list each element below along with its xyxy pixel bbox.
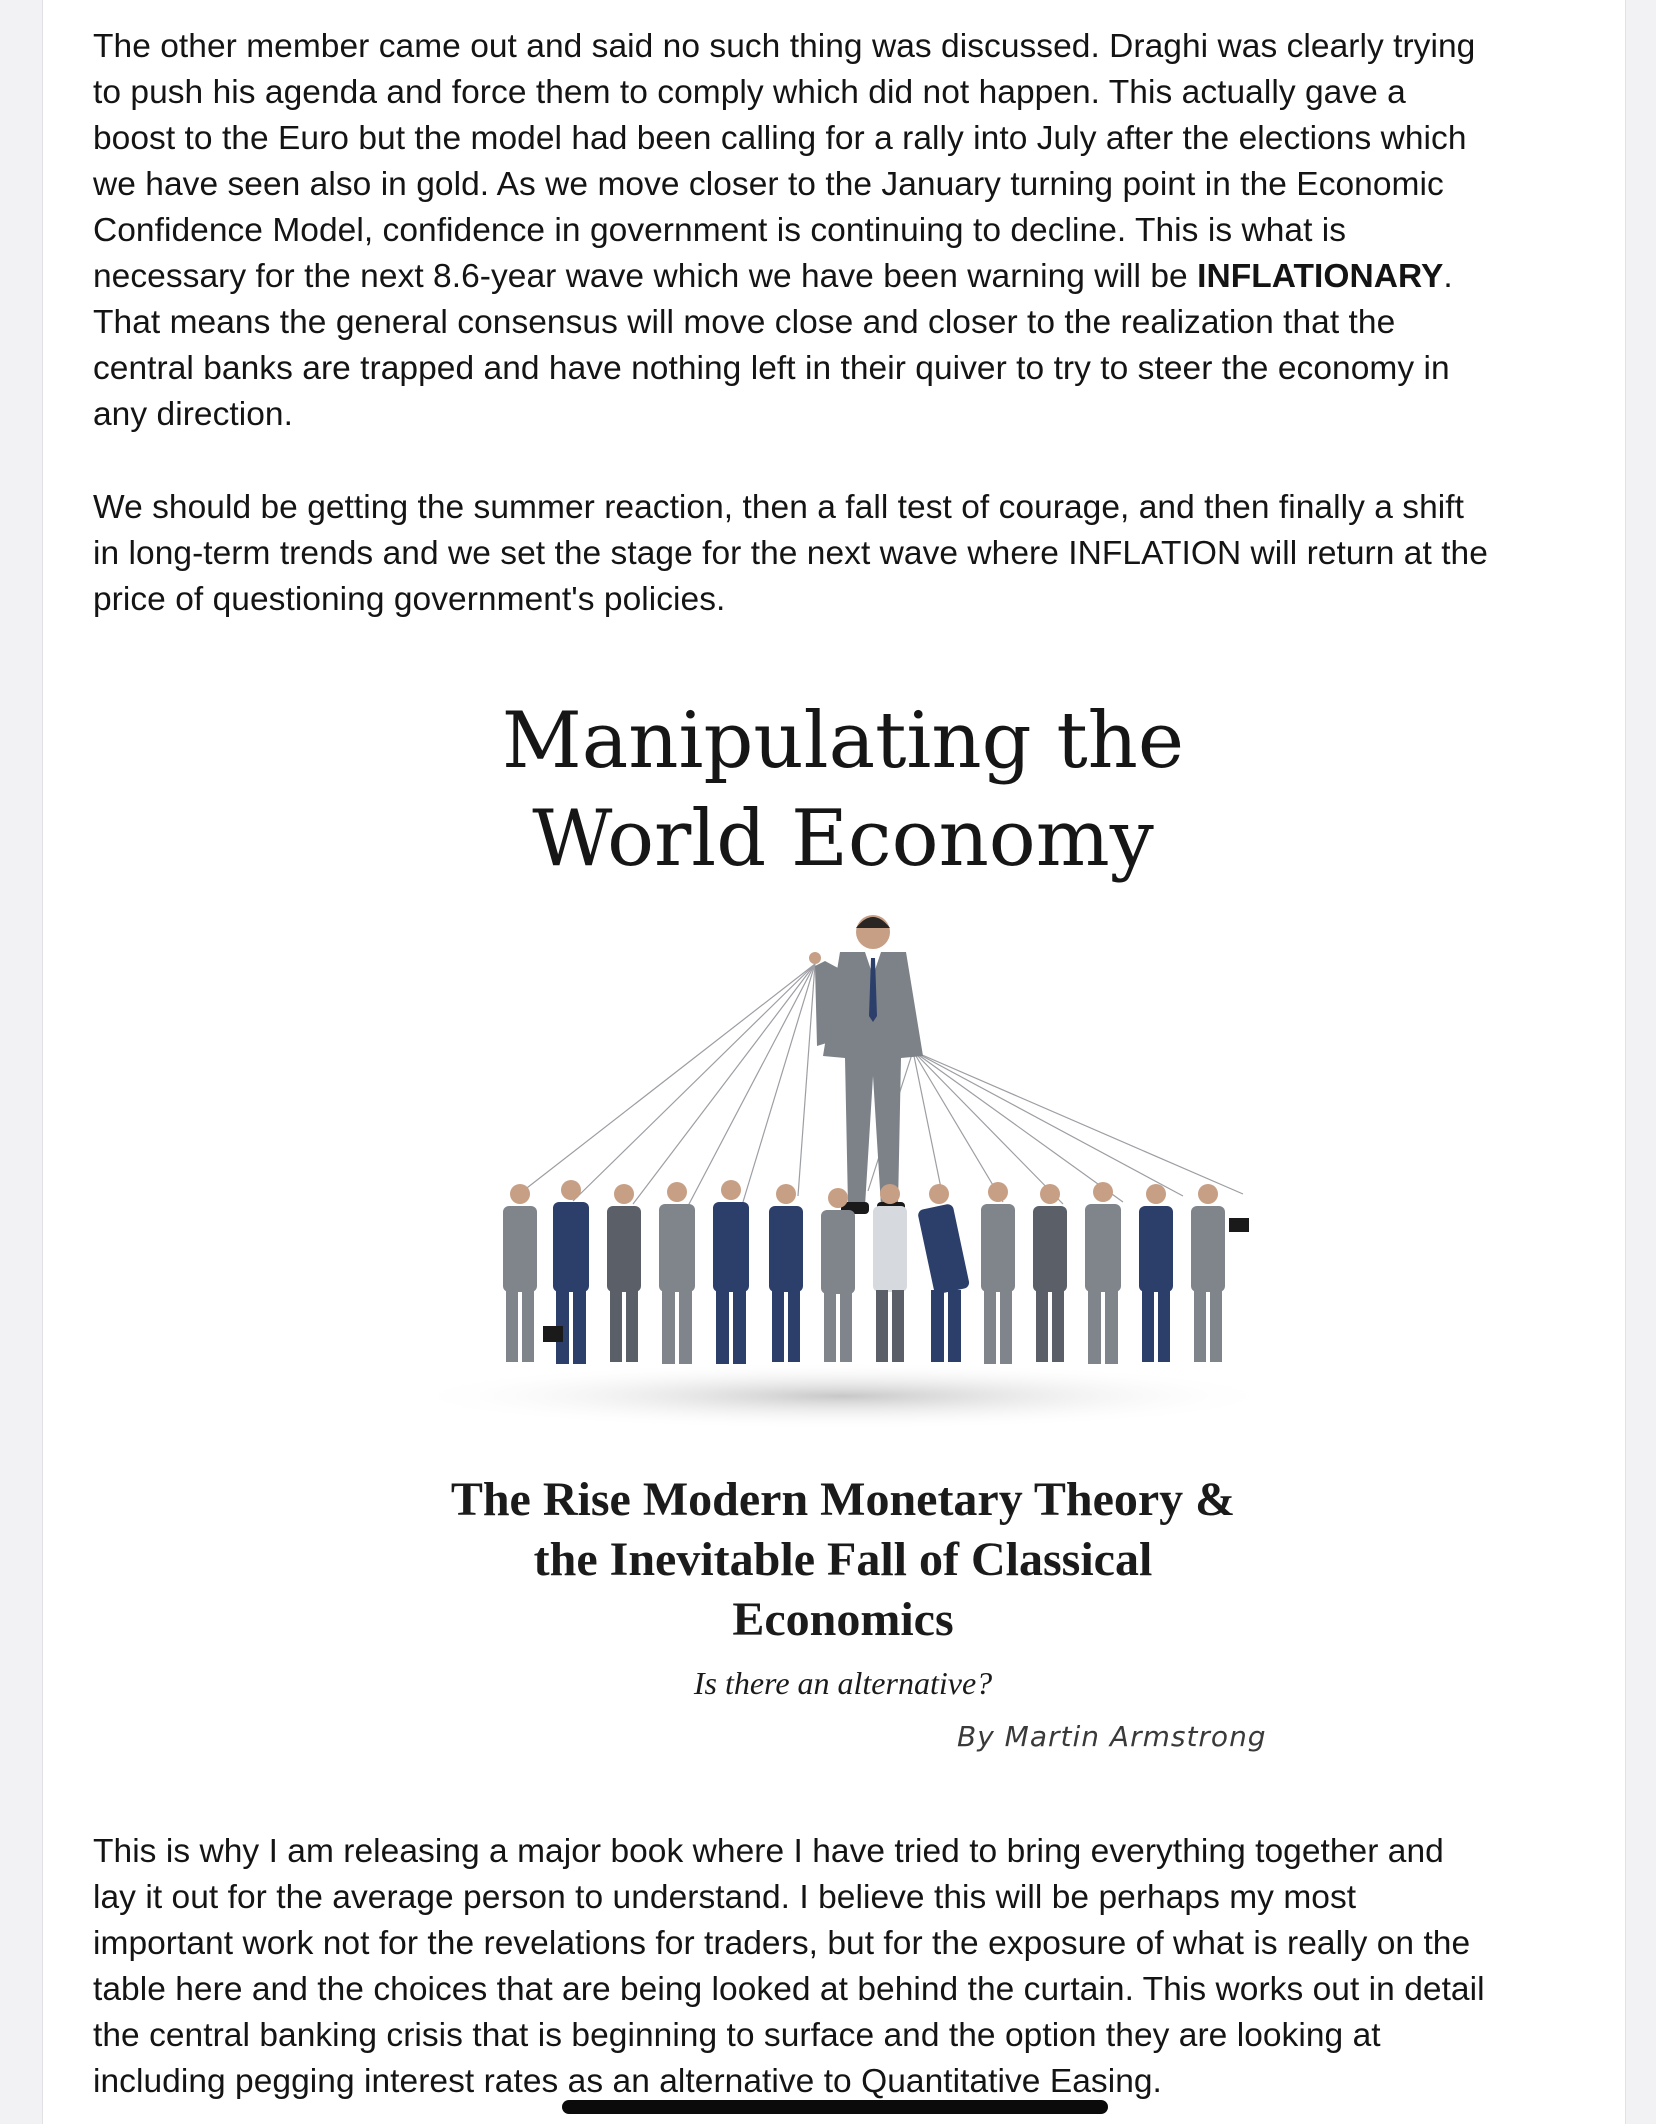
text-segment: necessary for the next 8.6-year wave which we have been warning will be xyxy=(93,258,1198,295)
text-line: The other member came out and said no such thing was discussed. Draghi was clearly trying xyxy=(93,28,1476,65)
text-segment: . xyxy=(1443,258,1453,295)
text-line: the central banking crisis that is beginning to surface and the option they are looking at xyxy=(93,2017,1381,2054)
text-line: we have seen also in gold. As we move closer to the January turning point in the Economic xyxy=(93,166,1444,203)
text-line: boost to the Euro but the model had been calling for a rally into July after the elections which xyxy=(93,120,1467,157)
text-line xyxy=(93,254,1613,300)
puppet-master-illustration-icon xyxy=(403,906,1283,1436)
text-line: any direction. xyxy=(93,396,293,433)
text-line: table here and the choices that are being looked at behind the curtain. This works out in detail xyxy=(93,1971,1485,2008)
book-tagline: Is there an alternative? xyxy=(693,1665,993,1701)
book-author: By Martin Armstrong xyxy=(957,1720,1267,1753)
article-paragraph-3 xyxy=(93,1829,1613,2105)
book-cover-image[interactable] xyxy=(43,680,1625,1780)
article-paragraph-1 xyxy=(93,24,1613,438)
book-title-line: Manipulating the xyxy=(501,696,1185,786)
inflationary-emphasis: INFLATIONARY xyxy=(1197,258,1444,295)
text-line: This is why I am releasing a major book where I have tried to bring everything together and xyxy=(93,1833,1444,1870)
text-line: to push his agenda and force them to comply which did not happen. This actually gave a xyxy=(93,74,1406,111)
book-title xyxy=(343,692,1343,888)
text-line: important work not for the revelations for traders, but for the exposure of what is really on the xyxy=(93,1925,1471,1962)
book-subtitle xyxy=(343,1470,1343,1650)
puppet-master-figure xyxy=(809,915,923,1214)
text-line: We should be getting the summer reaction, then a fall test of courage, and then finally a shift xyxy=(93,489,1464,526)
book-subtitle-line: Economics xyxy=(732,1593,954,1646)
text-line: Confidence Model, confidence in government is continuing to decline. This is what is xyxy=(93,212,1347,249)
text-line: including pegging interest rates as an alternative to Quantitative Easing. xyxy=(93,2063,1162,2100)
home-indicator-bar[interactable] xyxy=(562,2100,1108,2114)
book-subtitle-line: the Inevitable Fall of Classical xyxy=(533,1533,1153,1586)
text-line: price of questioning government's policies. xyxy=(93,581,726,618)
text-line: lay it out for the average person to understand. I believe this will be perhaps my most xyxy=(93,1879,1357,1916)
ground-shadow xyxy=(403,1362,1283,1430)
book-title-line: World Economy xyxy=(532,794,1154,884)
crowd-of-businessmen xyxy=(503,1180,1249,1364)
text-line: That means the general consensus will move close and closer to the realization that the xyxy=(93,304,1396,341)
article-page xyxy=(42,0,1626,2124)
book-subtitle-line: The Rise Modern Monetary Theory & xyxy=(450,1473,1236,1526)
article-paragraph-2 xyxy=(93,485,1613,623)
text-line: in long-term trends and we set the stage for the next wave where INFLATION will return at the xyxy=(93,535,1488,572)
text-line: central banks are trapped and have nothing left in their quiver to try to steer the economy in xyxy=(93,350,1450,387)
